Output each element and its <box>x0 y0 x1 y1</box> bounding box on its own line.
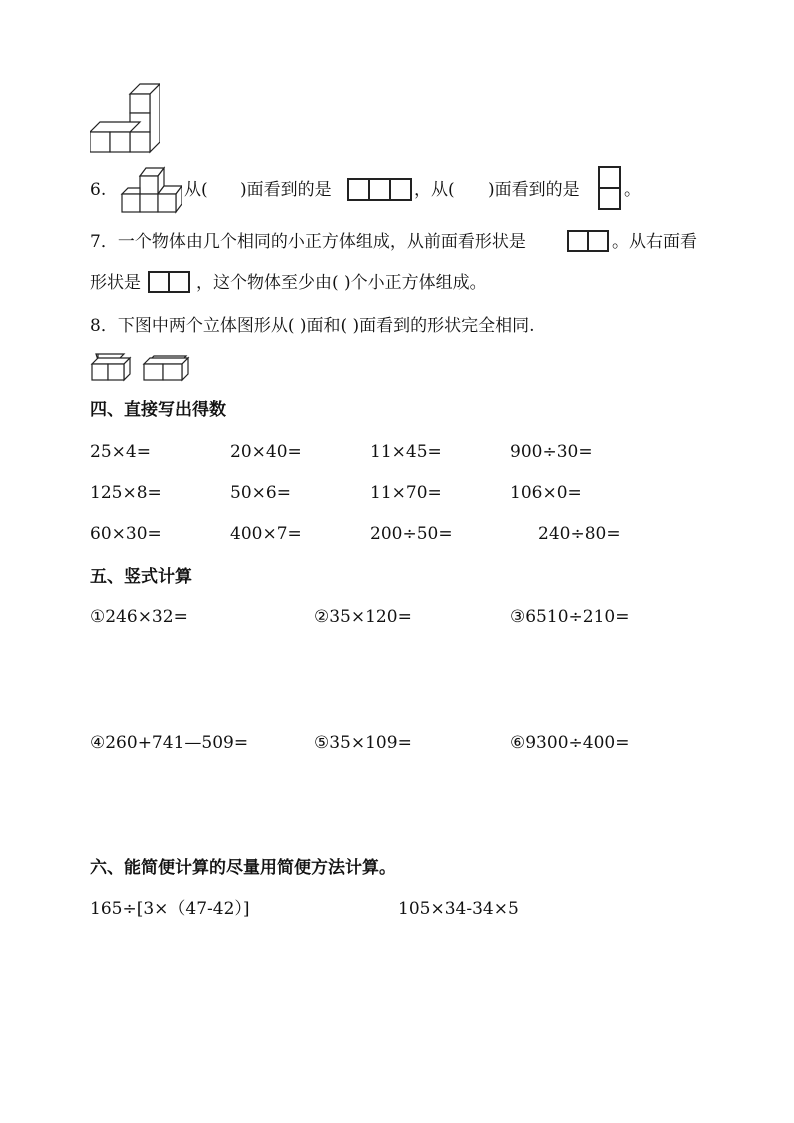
vertical-calc-item: ③6510÷210= <box>510 607 630 627</box>
two-squares-row-icon <box>148 271 192 295</box>
q7-line1-prefix: 7．一个物体由几个相同的小正方体组成，从前面看形状是 <box>90 232 526 252</box>
section-6-title: 六、能简便计算的尽量用简便方法计算。 <box>90 858 396 878</box>
q7-line2-prefix: 形状是 <box>90 273 141 293</box>
three-squares-row-icon <box>347 178 413 202</box>
cube-tower <box>130 84 160 152</box>
section-5-title: 五、竖式计算 <box>90 567 192 587</box>
mental-math-item: 25×4= <box>90 442 151 462</box>
simplify-calc-item: 165÷[3×（47-42）] <box>90 899 250 919</box>
vertical-calc-item: ⑥9300÷400= <box>510 733 630 753</box>
mental-math-item: 125×8= <box>90 483 162 503</box>
mental-math-item: 11×45= <box>370 442 442 462</box>
mental-math-item: 200÷50= <box>370 524 453 544</box>
mental-math-item: 240÷80= <box>538 524 621 544</box>
mental-math-item: 106×0= <box>510 483 582 503</box>
mental-math-item: 900÷30= <box>510 442 593 462</box>
vertical-calc-item: ⑤35×109= <box>314 733 412 753</box>
q6-number: 6. <box>90 180 107 200</box>
mental-math-item: 60×30= <box>90 524 162 544</box>
cube-pyramid-icon <box>120 166 182 216</box>
q8-text: 8．下图中两个立体图形从( )面和( )面看到的形状完全相同. <box>90 316 535 336</box>
q7-line2-suffix: ，这个物体至少由( )个小正方体组成。 <box>196 273 487 293</box>
cube-pair-b-icon <box>142 352 190 382</box>
two-squares-column-icon <box>598 166 622 212</box>
mental-math-item: 11×70= <box>370 483 442 503</box>
q7-line1-suffix: 。从右面看 <box>612 232 697 252</box>
stacked-cubes-l-shape-icon <box>90 82 160 154</box>
q6-text-2: )面看到的是 <box>240 180 332 200</box>
simplify-calc-item: 105×34-34×5 <box>398 899 519 919</box>
q6-text-3: ，从( <box>414 180 455 200</box>
q6-text-1: 从( <box>184 180 208 200</box>
q6-text-4: )面看到的是 <box>488 180 580 200</box>
cube-pair-a-icon <box>90 352 132 382</box>
mental-math-item: 20×40= <box>230 442 302 462</box>
vertical-calc-item: ①246×32= <box>90 607 188 627</box>
q6-period: 。 <box>624 180 641 200</box>
vertical-calc-item: ④260+741—509= <box>90 733 249 753</box>
mental-math-item: 400×7= <box>230 524 302 544</box>
vertical-calc-item: ②35×120= <box>314 607 412 627</box>
section-4-title: 四、直接写出得数 <box>90 400 226 420</box>
two-squares-row-icon <box>567 230 611 254</box>
mental-math-item: 50×6= <box>230 483 291 503</box>
